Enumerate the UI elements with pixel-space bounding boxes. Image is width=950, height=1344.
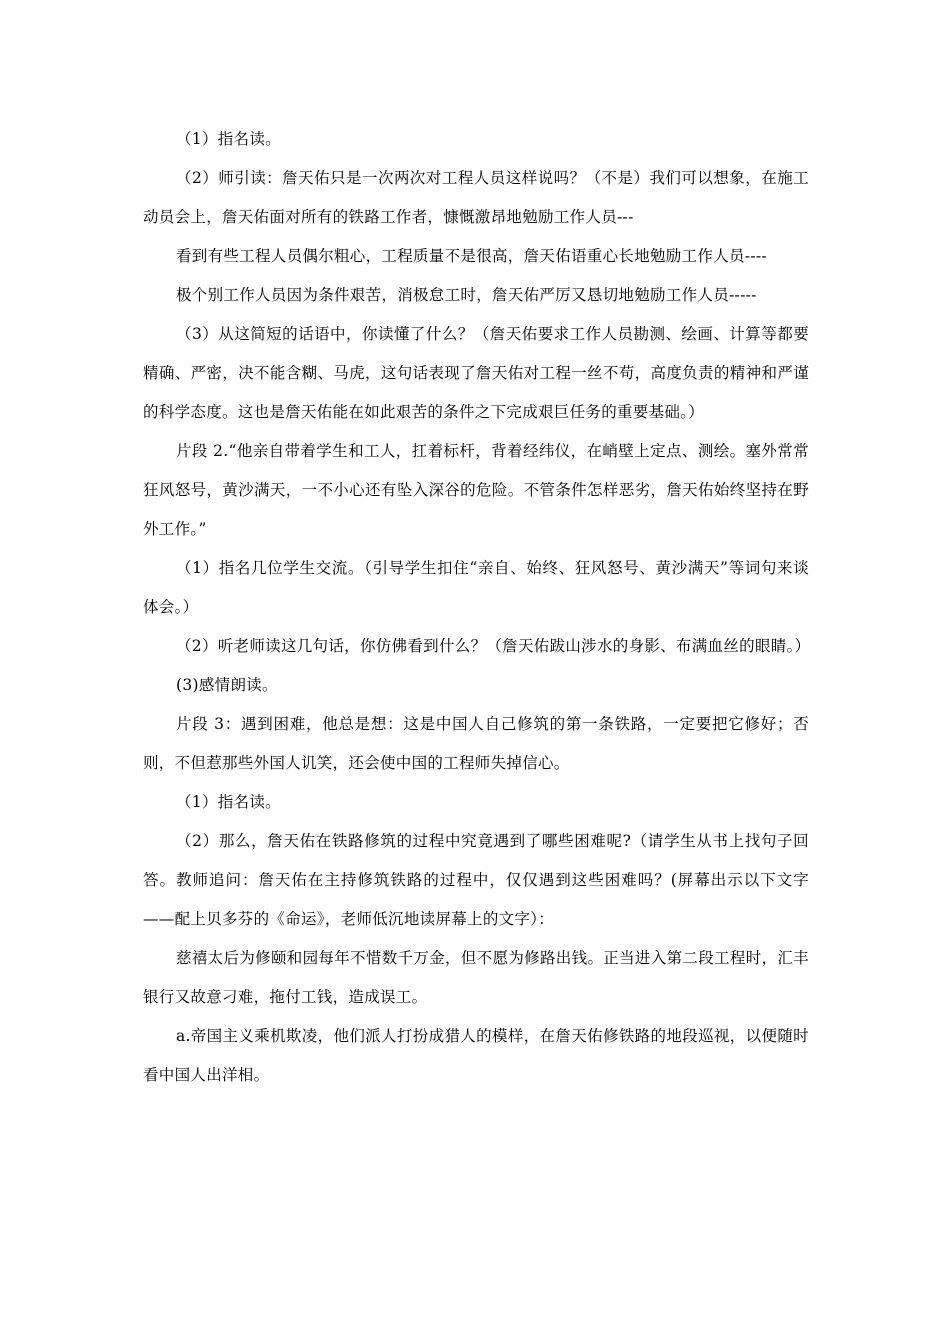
paragraph-excerpt-2: 片段 2.“他亲自带着学生和工人，扛着标杆，背着经纬仪，在峭壁上定点、测绘。塞外常常狂风怒号，黄沙满天，一不小心还有坠入深谷的危险。不管条件怎样恶劣，詹天佑始终坚持在野外工作。” <box>143 442 809 538</box>
paragraph-cixi-funding: 慈禧太后为修颐和园每年不惜数千万金，但不愿为修路出钱。正当进入第二段工程时，汇丰银行又故意刁难，拖付工钱，造成误工。 <box>143 949 809 1006</box>
paragraph-teacher-guided-reading: （2）师引读：詹天佑只是一次两次对工程人员这样说吗？（不是）我们可以想象，在施工动员会上，詹天佑面对所有的铁路工作者，慷慨激昂地勉励工作人员--- <box>143 169 809 226</box>
paragraph-careless-workers: 看到有些工程人员偶尔粗心，工程质量不是很高，詹天佑语重心长地勉励工作人员---- <box>176 247 767 265</box>
paragraph-imperialism: a.帝国主义乘机欺凌，他们派人打扮成猎人的模样，在詹天佑修铁路的地段巡视，以便随时看中国人出洋相。 <box>143 1027 809 1084</box>
paragraph-slacking-workers: 极个别工作人员因为条件艰苦，消极怠工时，詹天佑严厉又恳切地勉励工作人员----- <box>176 286 757 304</box>
paragraph-point-read-2: （1）指名读。 <box>176 793 281 811</box>
paragraph-listen-teacher: （2）听老师读这几句话，你仿佛看到什么？（詹天佑跋山涉水的身影、布满血丝的眼睛。） <box>176 637 811 655</box>
paragraph-point-read-1: （1）指名读。 <box>176 130 281 148</box>
paragraph-excerpt-3: 片段 3：遇到困难，他总是想：这是中国人自己修筑的第一条铁路，一定要把它修好；否则，不但惹那些外国人讥笑，还会使中国的工程师失掉信心。 <box>143 715 809 772</box>
paragraph-difficulties-question: （2）那么，詹天佑在铁路修筑的过程中究竟遇到了哪些困难呢?（请学生从书上找句子回答。教师追问：詹天佑在主持修筑铁路的过程中，仅仅遇到这些困难吗？(屏幕出示以下文字——配上贝多芬的《命运》，老师低沉地读屏幕上的文字）： <box>143 832 809 928</box>
paragraph-understanding-discussion: （3）从这简短的话语中，你读懂了什么？（詹天佑要求工作人员勘测、绘画、计算等都要精确、严密，决不能含糊、马虎，这句话表现了詹天佑对工程一丝不苟，高度负责的精神和严谨的科学态度。这也是詹天佑能在如此艰苦的条件之下完成艰巨任务的重要基础。） <box>143 325 809 421</box>
paragraph-emotional-reading: (3)感情朗读。 <box>176 676 278 694</box>
paragraph-student-exchange: （1）指名几位学生交流。（引导学生扣住“亲自、始终、狂风怒号、黄沙满天”等词句来谈体会。） <box>143 559 809 616</box>
document-body <box>143 120 809 1095</box>
